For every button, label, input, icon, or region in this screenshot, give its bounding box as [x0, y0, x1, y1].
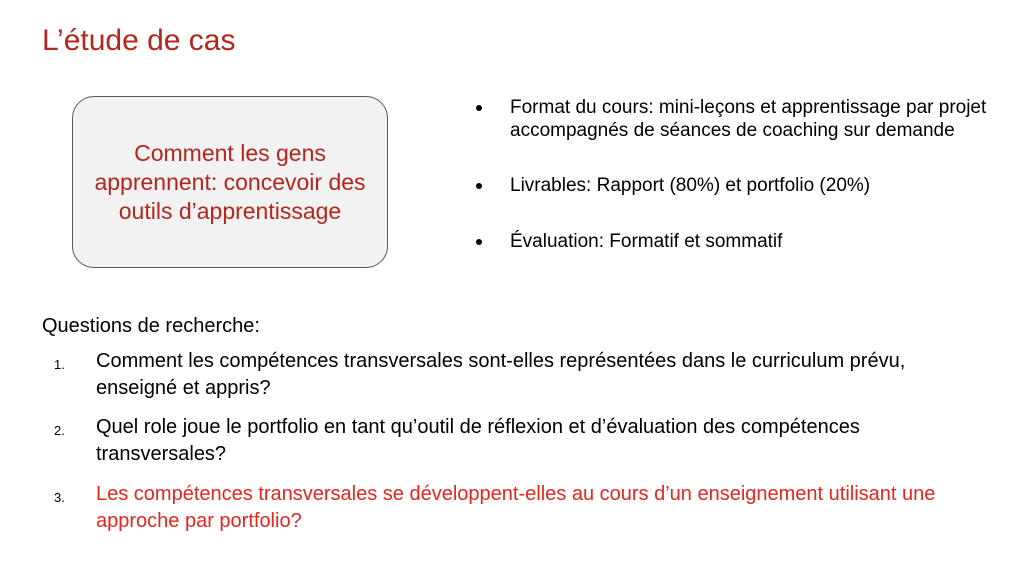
bullet-text: Évaluation: Formatif et sommatif	[510, 231, 783, 252]
research-questions-heading: Questions de recherche:	[42, 315, 260, 337]
bullet-dot-icon	[476, 183, 482, 189]
research-question-1	[50, 348, 990, 402]
bullet-dot-icon	[476, 239, 482, 245]
question-number: 2.	[54, 423, 65, 438]
question-text: Comment les compétences transversales sont-elles représentées dans le curriculum prévu, enseigné et appris?	[96, 350, 906, 399]
question-text-highlighted: Les compétences transversales se développent-elles au cours d’un enseignement utilisant une approche par portfolio?	[96, 483, 936, 532]
bullet-text: Format du cours: mini-leçons et apprentissage par projet accompagnés de séances de coaching sur demande	[510, 97, 987, 141]
slide-title: L’étude de cas	[42, 24, 236, 57]
question-text: Quel role joue le portfolio en tant qu’outil de réflexion et d’évaluation des compétences transversales?	[96, 416, 860, 465]
bullet-dot-icon	[476, 105, 482, 111]
research-question-2	[50, 414, 990, 468]
course-title-text: Comment les gens apprennent: concevoir des outils d’apprentissage	[94, 139, 366, 224]
bullet-item-livrables	[472, 174, 1002, 197]
bullet-text: Livrables: Rapport (80%) et portfolio (20%)	[510, 175, 871, 196]
question-number: 3.	[54, 490, 65, 505]
question-number: 1.	[54, 357, 65, 372]
bullet-item-format	[472, 96, 1002, 142]
course-title-box	[72, 96, 388, 268]
research-question-3	[50, 481, 990, 535]
research-questions-list	[50, 348, 990, 535]
course-details-list	[472, 96, 1002, 253]
bullet-item-evaluation	[472, 230, 1002, 253]
